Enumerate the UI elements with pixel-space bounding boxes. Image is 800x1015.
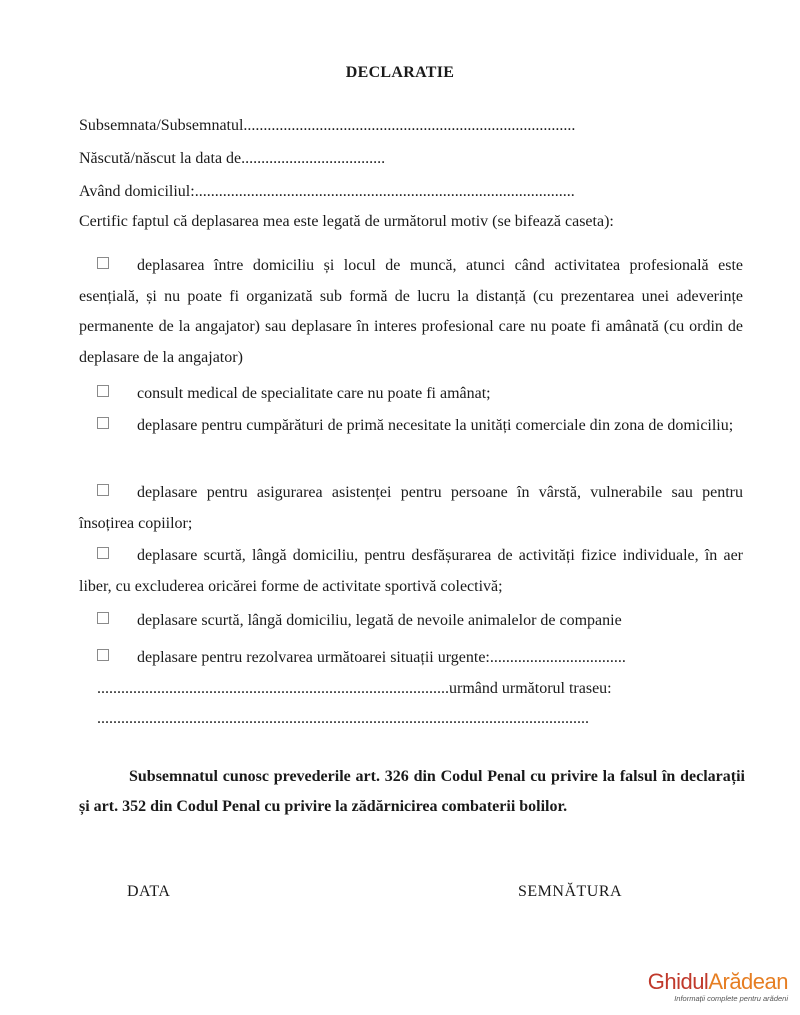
signature-label: SEMNĂTURA xyxy=(518,883,623,900)
traseu-dots: ........................................................................................................................... xyxy=(97,710,589,727)
option-exercise xyxy=(79,541,743,602)
page-title: DECLARATIE xyxy=(345,64,455,81)
option-exercise-label: deplasare scurtă, lângă domiciliu, pentru desfășurarea de activități fizice individuale, în aer liber, cu excluderea oricărei forme de activitate sportivă colectivă; xyxy=(79,547,743,595)
field-domiciliu: Având domiciliul:............................................................................................... xyxy=(79,183,575,200)
option-urgent-label: deplasare pentru rezolvarea următoarei situații urgente:.................................. xyxy=(137,649,626,666)
checkbox-shopping[interactable] xyxy=(97,417,109,429)
checkbox-exercise[interactable] xyxy=(97,547,109,559)
ghidul-aradean-logo xyxy=(648,971,788,1003)
option-medical xyxy=(97,385,491,403)
field-nascut: Născută/născut la data de.................................... xyxy=(79,150,386,167)
checkbox-pets[interactable] xyxy=(97,612,109,624)
option-shopping xyxy=(79,411,743,442)
option-urgent xyxy=(97,649,626,667)
option-shopping-label: deplasare pentru cumpărături de primă necesitate la unități comerciale din zona de domiciliu; xyxy=(137,417,734,434)
checkbox-urgent[interactable] xyxy=(97,649,109,661)
logo-part2: Arădean xyxy=(708,969,788,994)
date-label: DATA xyxy=(127,883,171,900)
option-assistance-label: deplasare pentru asigurarea asistenței pentru persoane în vârstă, vulnerabile sau pentru însoțirea copiilor; xyxy=(79,484,743,532)
option-pets xyxy=(97,612,622,630)
field-subsemnat: Subsemnata/Subsemnatul................................................................................... xyxy=(79,117,576,134)
logo-tagline: Informații complete pentru arădeni xyxy=(674,994,788,1003)
certific-text: Certific faptul că deplasarea mea este legată de următorul motiv (se bifează caseta): xyxy=(79,213,614,230)
option-work-label: deplasarea între domiciliu și locul de muncă, atunci când activitatea profesională este esențială, și nu poate fi organizată sub formă de lucru la distanță (cu prezentarea unei adeverințe permanente de la angajator) sau deplasare în interes profesional care nu poate fi amânată (cu ordin de deplasare de la angajator) xyxy=(79,257,743,366)
traseu-line: ........................................................................................urmând următorul traseu: xyxy=(97,680,612,697)
option-medical-label: consult medical de specialitate care nu poate fi amânat; xyxy=(137,385,491,402)
logo-part1: Ghidul xyxy=(647,969,709,994)
checkbox-medical[interactable] xyxy=(97,385,109,397)
option-assistance xyxy=(79,478,743,539)
legal-warning: Subsemnatul cunosc prevederile art. 326 din Codul Penal cu privire la falsul în declarații și art. 352 din Codul Penal cu privire la zădărnicirea combaterii bolilor. xyxy=(79,768,745,815)
checkbox-work[interactable] xyxy=(97,257,109,269)
option-pets-label: deplasare scurtă, lângă domiciliu, legată de nevoile animalelor de companie xyxy=(137,612,622,629)
option-work xyxy=(79,251,743,373)
checkbox-assistance[interactable] xyxy=(97,484,109,496)
